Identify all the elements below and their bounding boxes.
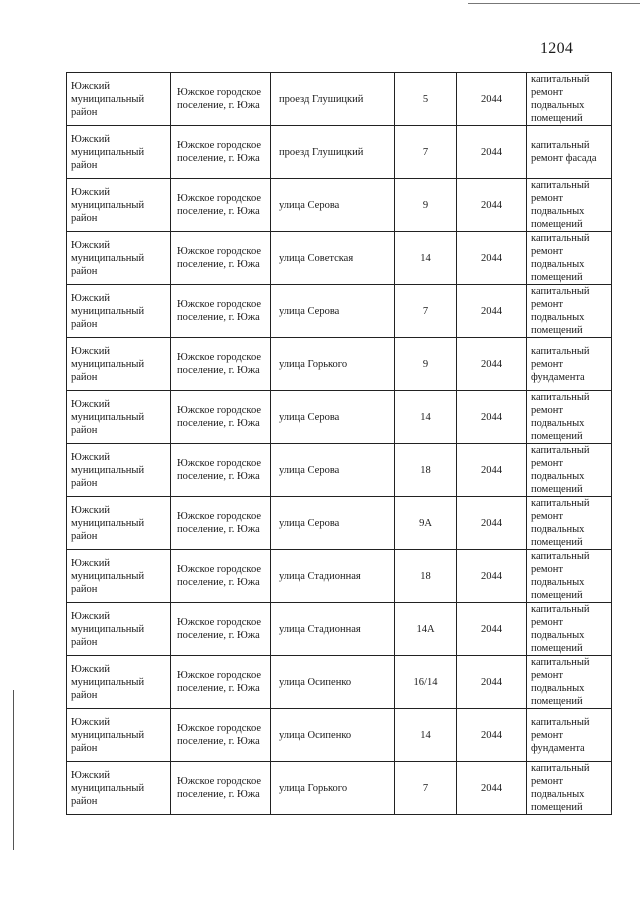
work-type-cell: капитальный ремонт фундамента	[527, 338, 612, 391]
street-cell: улица Горького	[271, 338, 395, 391]
house-number-cell: 7	[395, 126, 457, 179]
settlement-cell: Южское городское поселение, г. Южа	[171, 603, 271, 656]
settlement-cell: Южское городское поселение, г. Южа	[171, 391, 271, 444]
street-cell: улица Советская	[271, 232, 395, 285]
street-cell: улица Серова	[271, 391, 395, 444]
district-cell: Южский муниципальный район	[67, 709, 171, 762]
table-row	[67, 497, 612, 550]
work-type-cell: капитальный ремонт подвальных помещений	[527, 656, 612, 709]
year-cell: 2044	[457, 126, 527, 179]
work-type-cell: капитальный ремонт подвальных помещений	[527, 179, 612, 232]
district-cell: Южский муниципальный район	[67, 126, 171, 179]
year-cell: 2044	[457, 73, 527, 126]
scan-margin-line	[13, 690, 14, 850]
work-type-cell: капитальный ремонт подвальных помещений	[527, 603, 612, 656]
work-type-cell: капитальный ремонт подвальных помещений	[527, 73, 612, 126]
house-number-cell: 16/14	[395, 656, 457, 709]
district-cell: Южский муниципальный район	[67, 391, 171, 444]
street-cell: улица Стадионная	[271, 603, 395, 656]
table-body	[67, 73, 612, 815]
year-cell: 2044	[457, 232, 527, 285]
house-number-cell: 9	[395, 338, 457, 391]
settlement-cell: Южское городское поселение, г. Южа	[171, 126, 271, 179]
repair-schedule-table	[66, 72, 612, 815]
work-type-cell: капитальный ремонт подвальных помещений	[527, 497, 612, 550]
district-cell: Южский муниципальный район	[67, 73, 171, 126]
table-row	[67, 285, 612, 338]
street-cell: улица Серова	[271, 497, 395, 550]
year-cell: 2044	[457, 709, 527, 762]
district-cell: Южский муниципальный район	[67, 338, 171, 391]
district-cell: Южский муниципальный район	[67, 179, 171, 232]
district-cell: Южский муниципальный район	[67, 497, 171, 550]
work-type-cell: капитальный ремонт подвальных помещений	[527, 550, 612, 603]
settlement-cell: Южское городское поселение, г. Южа	[171, 444, 271, 497]
table-row	[67, 391, 612, 444]
work-type-cell: капитальный ремонт фундамента	[527, 709, 612, 762]
street-cell: улица Осипенко	[271, 709, 395, 762]
settlement-cell: Южское городское поселение, г. Южа	[171, 709, 271, 762]
year-cell: 2044	[457, 656, 527, 709]
table-row	[67, 338, 612, 391]
work-type-cell: капитальный ремонт подвальных помещений	[527, 391, 612, 444]
table-row	[67, 603, 612, 656]
settlement-cell: Южское городское поселение, г. Южа	[171, 179, 271, 232]
table-row	[67, 73, 612, 126]
year-cell: 2044	[457, 285, 527, 338]
house-number-cell: 14	[395, 232, 457, 285]
work-type-cell: капитальный ремонт подвальных помещений	[527, 444, 612, 497]
street-cell: улица Осипенко	[271, 656, 395, 709]
table-row	[67, 656, 612, 709]
settlement-cell: Южское городское поселение, г. Южа	[171, 232, 271, 285]
settlement-cell: Южское городское поселение, г. Южа	[171, 285, 271, 338]
district-cell: Южский муниципальный район	[67, 762, 171, 815]
table-row	[67, 126, 612, 179]
settlement-cell: Южское городское поселение, г. Южа	[171, 762, 271, 815]
district-cell: Южский муниципальный район	[67, 232, 171, 285]
table-row	[67, 444, 612, 497]
year-cell: 2044	[457, 603, 527, 656]
house-number-cell: 14	[395, 709, 457, 762]
year-cell: 2044	[457, 762, 527, 815]
district-cell: Южский муниципальный район	[67, 285, 171, 338]
year-cell: 2044	[457, 338, 527, 391]
work-type-cell: капитальный ремонт подвальных помещений	[527, 762, 612, 815]
street-cell: улица Серова	[271, 179, 395, 232]
house-number-cell: 18	[395, 444, 457, 497]
house-number-cell: 14	[395, 391, 457, 444]
year-cell: 2044	[457, 391, 527, 444]
scan-edge-line	[468, 3, 640, 4]
street-cell: улица Серова	[271, 285, 395, 338]
year-cell: 2044	[457, 179, 527, 232]
settlement-cell: Южское городское поселение, г. Южа	[171, 338, 271, 391]
work-type-cell: капитальный ремонт подвальных помещений	[527, 285, 612, 338]
house-number-cell: 9	[395, 179, 457, 232]
street-cell: улица Горького	[271, 762, 395, 815]
table-row	[67, 709, 612, 762]
work-type-cell: капитальный ремонт фасада	[527, 126, 612, 179]
settlement-cell: Южское городское поселение, г. Южа	[171, 497, 271, 550]
street-cell: улица Серова	[271, 444, 395, 497]
house-number-cell: 9А	[395, 497, 457, 550]
table-row	[67, 179, 612, 232]
district-cell: Южский муниципальный район	[67, 603, 171, 656]
table-row	[67, 762, 612, 815]
settlement-cell: Южское городское поселение, г. Южа	[171, 656, 271, 709]
street-cell: проезд Глушицкий	[271, 73, 395, 126]
settlement-cell: Южское городское поселение, г. Южа	[171, 550, 271, 603]
house-number-cell: 14А	[395, 603, 457, 656]
year-cell: 2044	[457, 444, 527, 497]
street-cell: улица Стадионная	[271, 550, 395, 603]
house-number-cell: 5	[395, 73, 457, 126]
table-row	[67, 232, 612, 285]
house-number-cell: 7	[395, 285, 457, 338]
street-cell: проезд Глушицкий	[271, 126, 395, 179]
year-cell: 2044	[457, 497, 527, 550]
house-number-cell: 18	[395, 550, 457, 603]
table-row	[67, 550, 612, 603]
district-cell: Южский муниципальный район	[67, 444, 171, 497]
settlement-cell: Южское городское поселение, г. Южа	[171, 73, 271, 126]
district-cell: Южский муниципальный район	[67, 656, 171, 709]
page-number: 1204	[540, 40, 574, 57]
district-cell: Южский муниципальный район	[67, 550, 171, 603]
work-type-cell: капитальный ремонт подвальных помещений	[527, 232, 612, 285]
year-cell: 2044	[457, 550, 527, 603]
house-number-cell: 7	[395, 762, 457, 815]
